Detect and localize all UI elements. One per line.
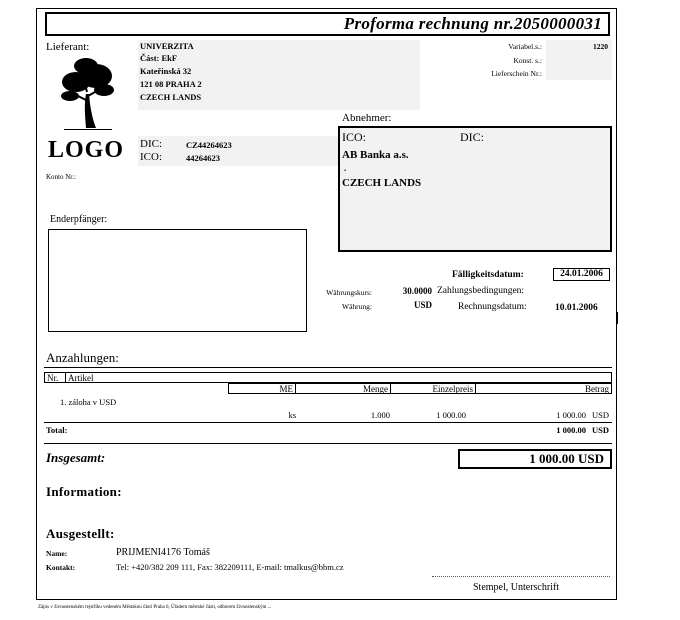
supplier-dic-value: CZ44264623 bbox=[186, 140, 232, 150]
advances-heading: Anzahlungen: bbox=[46, 350, 119, 365]
grand-total-rule bbox=[44, 443, 612, 444]
col-nr-header: Nr. bbox=[44, 372, 66, 383]
customer-country: CZECH LANDS bbox=[342, 177, 422, 189]
issuer-contact-value: Tel: +420/382 209 111, Fax: 382209111, E-mail: tmalkus@bbm.cz bbox=[116, 562, 344, 572]
invoice-date-label: Rechnungsdatum: bbox=[458, 302, 527, 312]
rate-value: 30.0000 bbox=[402, 286, 432, 296]
due-date-value: 24.01.2006 bbox=[553, 268, 610, 281]
left-tick bbox=[36, 326, 37, 338]
variabel-value: 1220 bbox=[593, 42, 608, 51]
page-title: Proforma rechnung nr.2050000031 bbox=[45, 12, 610, 36]
rate-label: Währungskurs: bbox=[326, 288, 372, 297]
company-logo: LOGO bbox=[48, 137, 125, 163]
supplier-ico-value: 44264623 bbox=[186, 153, 220, 163]
col-qty-header: Menge bbox=[295, 383, 391, 394]
supplier-dic-label: DIC: bbox=[140, 138, 162, 150]
advances-total-value: 1 000.00 bbox=[556, 425, 586, 435]
end-recipient-box bbox=[48, 229, 307, 332]
customer-name: AB Banka a.s. bbox=[342, 149, 409, 161]
grand-total-label: Insgesamt: bbox=[46, 450, 106, 465]
customer-ico-label: ICO: bbox=[342, 130, 366, 144]
row-me: ks bbox=[288, 410, 296, 420]
row-article: 1. záloha v USD bbox=[60, 397, 117, 407]
terms-label: Zahlungsbedingungen: bbox=[437, 286, 525, 296]
supplier-ids-panel bbox=[138, 136, 338, 166]
issuer-name-value: PRIJMENI4176 Tomáš bbox=[116, 547, 210, 558]
lieferschein-label: Lieferschein Nr.: bbox=[491, 69, 542, 78]
supplier-country: CZECH LANDS bbox=[140, 92, 202, 102]
supplier-ico-label: ICO: bbox=[140, 151, 162, 163]
col-me-header: ME bbox=[228, 383, 296, 394]
konto-label: Konto Nr.: bbox=[46, 173, 76, 181]
tree-logo-icon bbox=[56, 56, 118, 130]
total-rule bbox=[44, 422, 612, 423]
col-amount-header: Betrag bbox=[475, 383, 612, 394]
stamp-signature-label: Stempel, Unterschrift bbox=[473, 582, 560, 593]
issuer-contact-label: Kontakt: bbox=[46, 563, 76, 572]
advances-total-currency: USD bbox=[592, 425, 610, 435]
issuer-name-label: Name: bbox=[46, 549, 68, 558]
footer-note: Zápis v živnostenském rejstříku vedeném Městskou částí Praha 6, Úřadem městské části, odborem živnostenským ... bbox=[38, 605, 272, 610]
currency-label: Währung: bbox=[342, 302, 372, 311]
supplier-label: Lieferant: bbox=[46, 41, 90, 53]
customer-label: Abnehmer: bbox=[342, 112, 392, 124]
signature-line bbox=[432, 576, 610, 577]
col-article-header: Artikel bbox=[65, 372, 612, 383]
information-heading: Information: bbox=[46, 484, 122, 499]
due-date-label: Fälligkeitsdatum: bbox=[452, 270, 524, 280]
advances-rule bbox=[44, 367, 612, 368]
variabel-label: Variabel.s.: bbox=[508, 42, 542, 51]
end-recipient-label: Enderpfänger: bbox=[50, 214, 108, 225]
supplier-name: UNIVERZITA bbox=[140, 41, 194, 51]
konst-label: Konst. s.: bbox=[513, 56, 542, 65]
invoice-date-value: 10.01.2006 bbox=[555, 303, 598, 313]
right-tick bbox=[617, 312, 618, 324]
supplier-city: 121 08 PRAHA 2 bbox=[140, 79, 202, 89]
customer-dic-label: DIC: bbox=[460, 130, 484, 144]
grand-total-value: 1 000.00 USD bbox=[458, 449, 612, 469]
col-unit-price-header: Einzelpreis bbox=[390, 383, 476, 394]
row-currency: USD bbox=[592, 410, 610, 420]
currency-value: USD bbox=[413, 300, 432, 310]
row-unit-price: 1 000.00 bbox=[436, 410, 466, 420]
row-amount: 1 000.00 bbox=[556, 410, 586, 420]
advances-total-label: Total: bbox=[46, 425, 68, 435]
customer-dot: . bbox=[344, 163, 347, 173]
issued-heading: Ausgestellt: bbox=[46, 526, 115, 541]
supplier-unit: Část: EkF bbox=[140, 53, 178, 63]
row-qty: 1.000 bbox=[370, 410, 390, 420]
supplier-street: Kateřinská 32 bbox=[140, 66, 192, 76]
